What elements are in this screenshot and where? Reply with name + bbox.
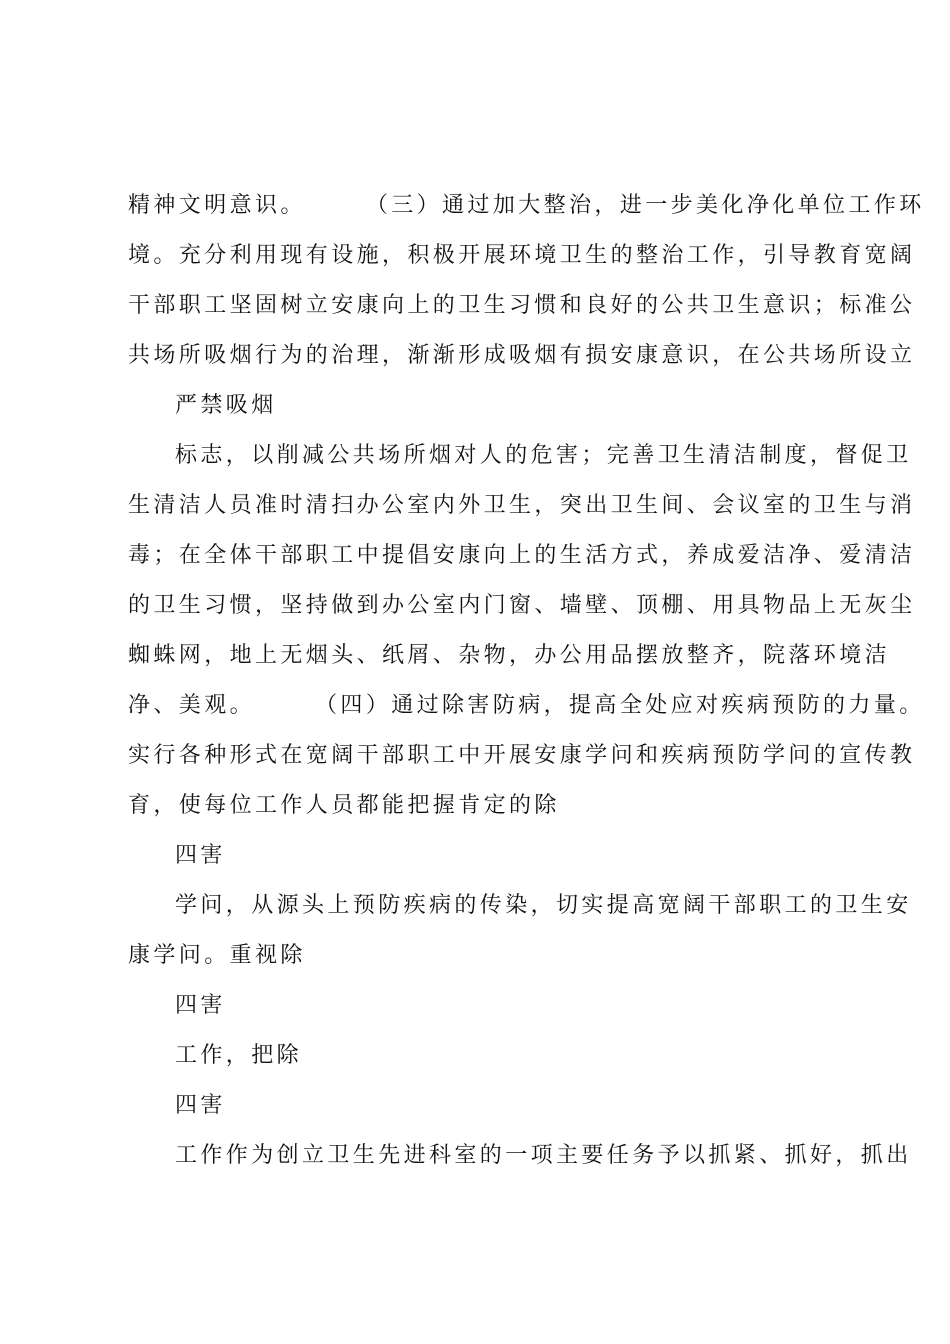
text-line-5: 严禁吸烟 [175,393,277,418]
text-segment: （三）通过加大整治，进一步美化净化单位工作环 [365,193,925,218]
text-line-9: 的卫生习惯，坚持做到办公室内门窗、墙壁、顶棚、用具物品上无灰尘 [128,593,916,618]
text-line-14: 四害 [175,843,226,868]
text-line-20: 工作作为创立卫生先进科室的一项主要任务予以抓紧、抓好，抓出 [175,1143,912,1168]
text-segment: 净、美观。 [128,693,256,718]
text-line-8: 毒；在全体干部职工中提倡安康向上的生活方式，养成爱洁净、爱清洁 [128,543,916,568]
text-line-7: 生清洁人员准时清扫办公室内外卫生，突出卫生间、会议室的卫生与消 [128,493,916,518]
text-line-4: 共场所吸烟行为的治理，渐渐形成吸烟有损安康意识，在公共场所设立 [128,343,916,368]
text-line-2: 境。充分利用现有设施，积极开展环境卫生的整治工作，引导教育宽阔 [128,243,916,268]
text-line-6: 标志，以削减公共场所烟对人的危害；完善卫生清洁制度，督促卫 [175,443,912,468]
text-segment: 精神文明意识。 [128,193,306,218]
text-line-15: 学问，从源头上预防疾病的传染，切实提高宽阔干部职工的卫生安 [175,893,912,918]
text-segment: （四）通过除害防病，提高全处应对疾病预防的力量。 [315,693,925,718]
text-line-1 [128,191,925,221]
text-line-19: 四害 [175,1093,226,1118]
text-line-11 [128,691,925,721]
text-line-17: 四害 [175,993,226,1018]
text-line-16: 康学问。重视除 [128,943,306,968]
text-line-13: 育，使每位工作人员都能把握肯定的除 [128,793,560,818]
text-line-10: 蜘蛛网，地上无烟头、纸屑、杂物，办公用品摆放整齐，院落环境洁 [128,643,891,668]
text-line-12: 实行各种形式在宽阔干部职工中开展安康学问和疾病预防学问的宣传教 [128,743,916,768]
text-line-3: 干部职工坚固树立安康向上的卫生习惯和良好的公共卫生意识；标准公 [128,293,916,318]
text-line-18: 工作，把除 [175,1043,303,1068]
